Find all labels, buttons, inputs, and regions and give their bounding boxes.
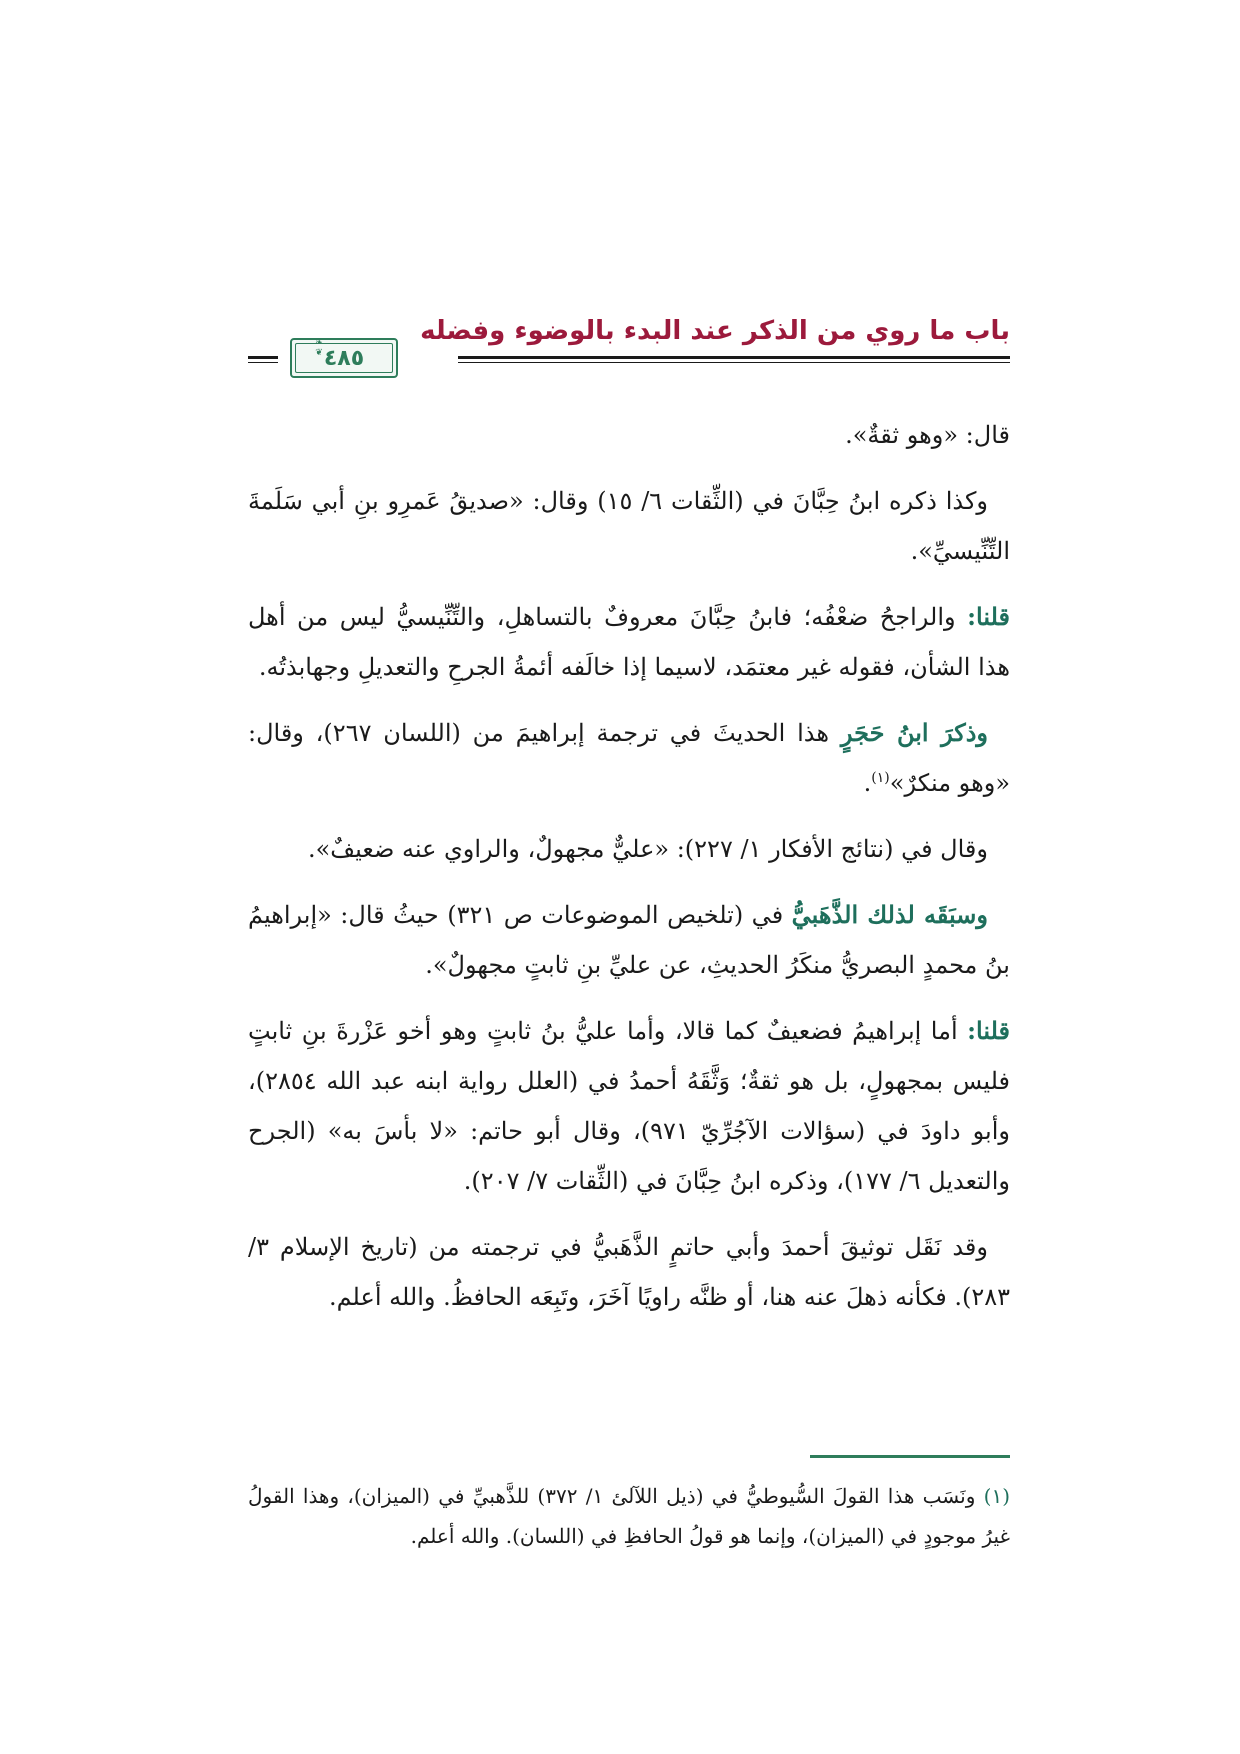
keyword: قلنا: [967,602,1010,631]
page-number-badge [290,338,398,378]
paragraph [248,890,1010,990]
page-number: ٤٨٥ [323,345,365,371]
page-header [248,316,1010,374]
paragraph-text: في (تلخيص الموضوعات ص ٣٢١) حيثُ قال: «إبراهيمُ بنُ محمدٍ البصريُّ منكَرُ الحديثِ، عن عليِّ بنِ ثابتٍ مجهولٌ». [248,901,1010,979]
footnote-reference[interactable]: (١) [871,770,890,786]
paragraph-text: هذا الحديثَ في ترجمة إبراهيمَ من (اللسان ٢٦٧)، وقال: «وهو منكرٌ» [248,719,1010,797]
paragraph-text: . [863,769,872,797]
chapter-title: باب ما روي من الذكر عند البدء بالوضوء وفضله [420,316,1010,346]
footnote [248,1476,1010,1556]
paragraph [248,824,1010,874]
paragraph-text: والراجحُ ضعْفُه؛ فابنُ حِبَّانَ معروفٌ بالتساهلِ، والتِّنِّيسيُّ ليس من أهل هذا الشأن، فقوله غير معتمَد، لاسيما إذا خالَفه أئمةُ الجرحِ والتعديلِ وجهابذتُه. [248,603,1010,681]
header-rule-left [248,356,278,359]
paragraph-text: وقد نَقَل توثيقَ أحمدَ وأبي حاتمٍ الذَّهَبيُّ في ترجمته من (تاريخ الإسلام ٣/ ٢٨٣). فكأنه ذهلَ عنه هنا، أو ظنَّه راويًا آخَرَ، وتَبِعَه الحافظُ. والله أعلم. [248,1233,1010,1311]
paragraph [248,592,1010,692]
paragraph [248,708,1010,808]
header-rule [458,356,1010,359]
paragraph-text: أما إبراهيمُ فضعيفٌ كما قالا، وأما عليُّ بنُ ثابتٍ وهو أخو عَزْرةَ بنِ ثابتٍ فليس بمجهولٍ، بل هو ثقةٌ؛ وَثَّقَهُ أحمدُ في (العلل رواية ابنه عبد الله ٢٨٥٤)، وأبو داودَ في (سؤالات الآجُرِّيّ ٩٧١)، وقال أبو حاتم: «لا بأسَ به» (الجرح والتعديل ٦/ ١٧٧)، وذكره ابنُ حِبَّانَ في (الثِّقات ٧/ ٢٠٧). [248,1017,1010,1195]
paragraph [248,1222,1010,1322]
footnote-text: ونَسَب هذا القولَ السُّيوطيُّ في (ذيل اللآلئ ١/ ٣٧٢) للذَّهبيِّ في (الميزان)، وهذا القولُ غيرُ موجودٍ في (الميزان)، وإنما هو قولُ الحافظِ في (اللسان). والله أعلم. [248,1484,1010,1548]
paragraph [248,410,1010,460]
paragraph [248,1006,1010,1206]
paragraph-text: قال: «وهو ثقةٌ». [845,421,1010,449]
main-text [248,410,1010,1338]
paragraph [248,476,1010,576]
footnote-number: (١) [983,1484,1010,1508]
footnote-separator [810,1455,1010,1458]
header-rule-thin [458,362,1010,363]
keyword: وذكرَ ابنُ حَجَرٍ [840,718,989,747]
keyword: وسبَقَه لذلك الذَّهَبيُّ [791,900,988,929]
keyword: قلنا: [967,1016,1010,1045]
paragraph-text: وقال في (نتائج الأفكار ١/ ٢٢٧): «عليٌّ مجهولٌ، والراوي عنه ضعيفٌ». [307,835,988,863]
paragraph-text: وكذا ذكره ابنُ حِبَّانَ في (الثِّقات ٦/ ١٥) وقال: «صديقُ عَمرِو بنِ أبي سَلَمةَ التِّنِّيسيِّ». [248,487,1010,565]
header-rule-left-thin [248,362,278,363]
